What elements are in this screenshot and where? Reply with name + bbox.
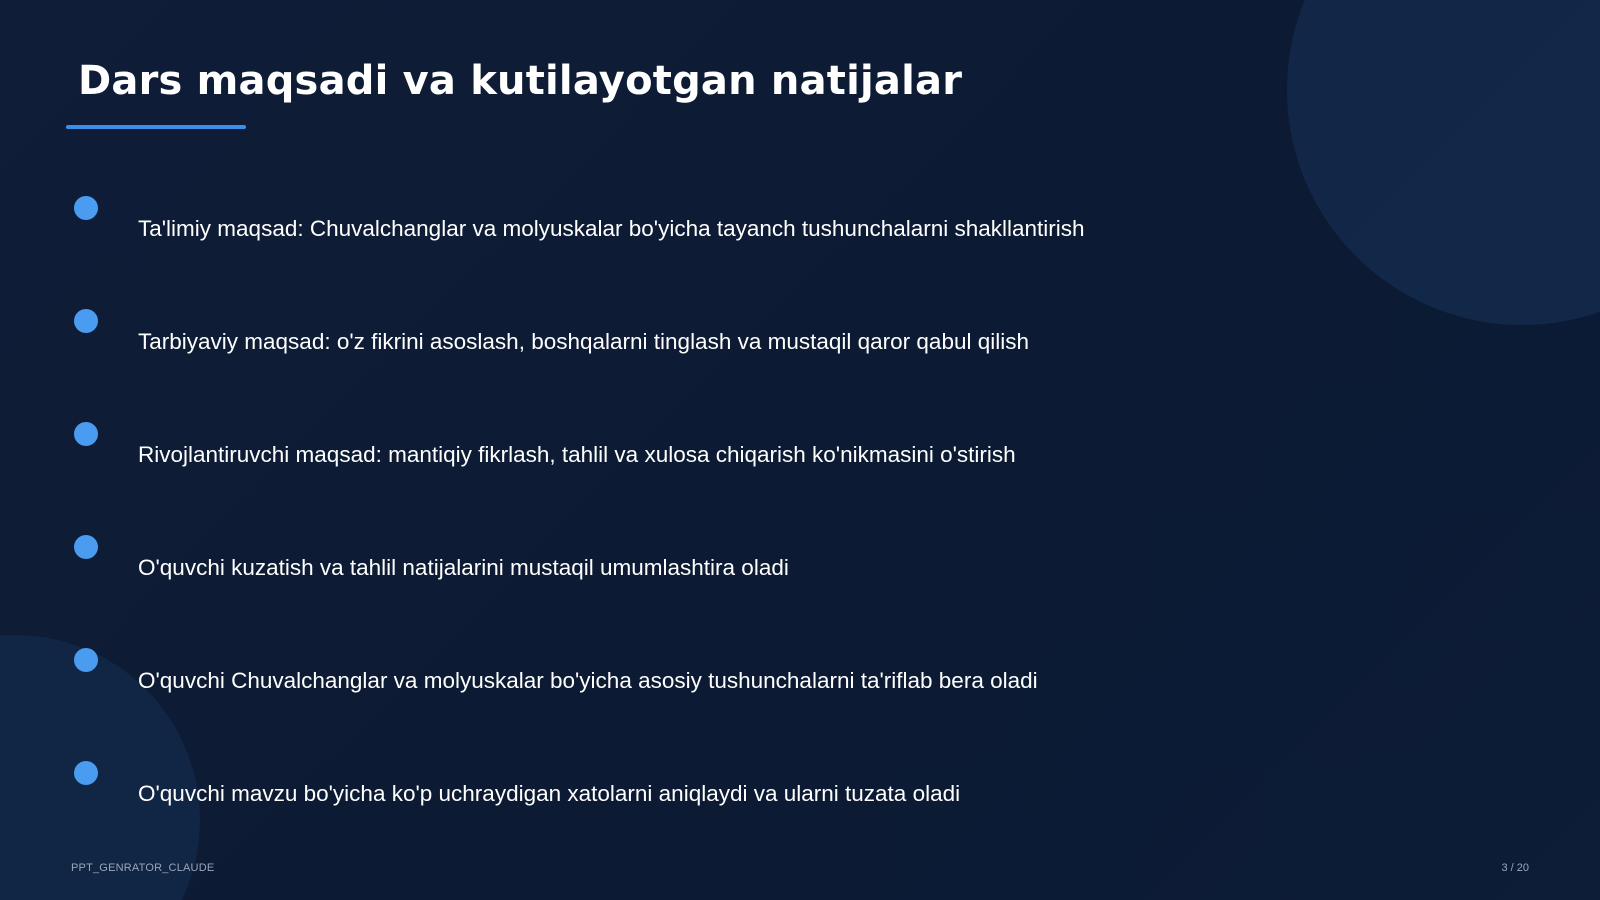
bullet-dot-icon [74, 309, 98, 333]
list-item [0, 422, 1600, 482]
list-item [0, 648, 1600, 708]
bullet-dot-icon [74, 422, 98, 446]
bullet-dot-icon [74, 196, 98, 220]
list-item [0, 196, 1600, 256]
slide-title: Dars maqsadi va kutilayotgan natijalar [78, 58, 963, 104]
footer-brand: PPT_GENRATOR_CLAUDE [71, 862, 215, 874]
list-item [0, 309, 1600, 369]
list-item-text: O'quvchi Chuvalchanglar va molyuskalar bo'yicha asosiy tushunchalarni ta'riflab bera oladi [138, 668, 1038, 693]
bullet-dot-icon [74, 535, 98, 559]
list-item [0, 535, 1600, 595]
list-item-text: O'quvchi kuzatish va tahlil natijalarini mustaqil umumlashtira oladi [138, 555, 789, 580]
list-item-text: Ta'limiy maqsad: Chuvalchanglar va molyuskalar bo'yicha tayanch tushunchalarni shakllantirish [138, 216, 1085, 241]
bullet-dot-icon [74, 648, 98, 672]
page-number: 3 / 20 [1501, 862, 1529, 874]
bullet-dot-icon [74, 761, 98, 785]
list-item-text: Tarbiyaviy maqsad: o'z fikrini asoslash, boshqalarni tinglash va mustaqil qaror qabul qilish [138, 329, 1029, 354]
list-item [0, 761, 1600, 821]
list-item-text: Rivojlantiruvchi maqsad: mantiqiy fikrlash, tahlil va xulosa chiqarish ko'nikmasini o'stirish [138, 442, 1016, 467]
list-item-text: O'quvchi mavzu bo'yicha ko'p uchraydigan xatolarni aniqlaydi va ularni tuzata oladi [138, 781, 961, 806]
